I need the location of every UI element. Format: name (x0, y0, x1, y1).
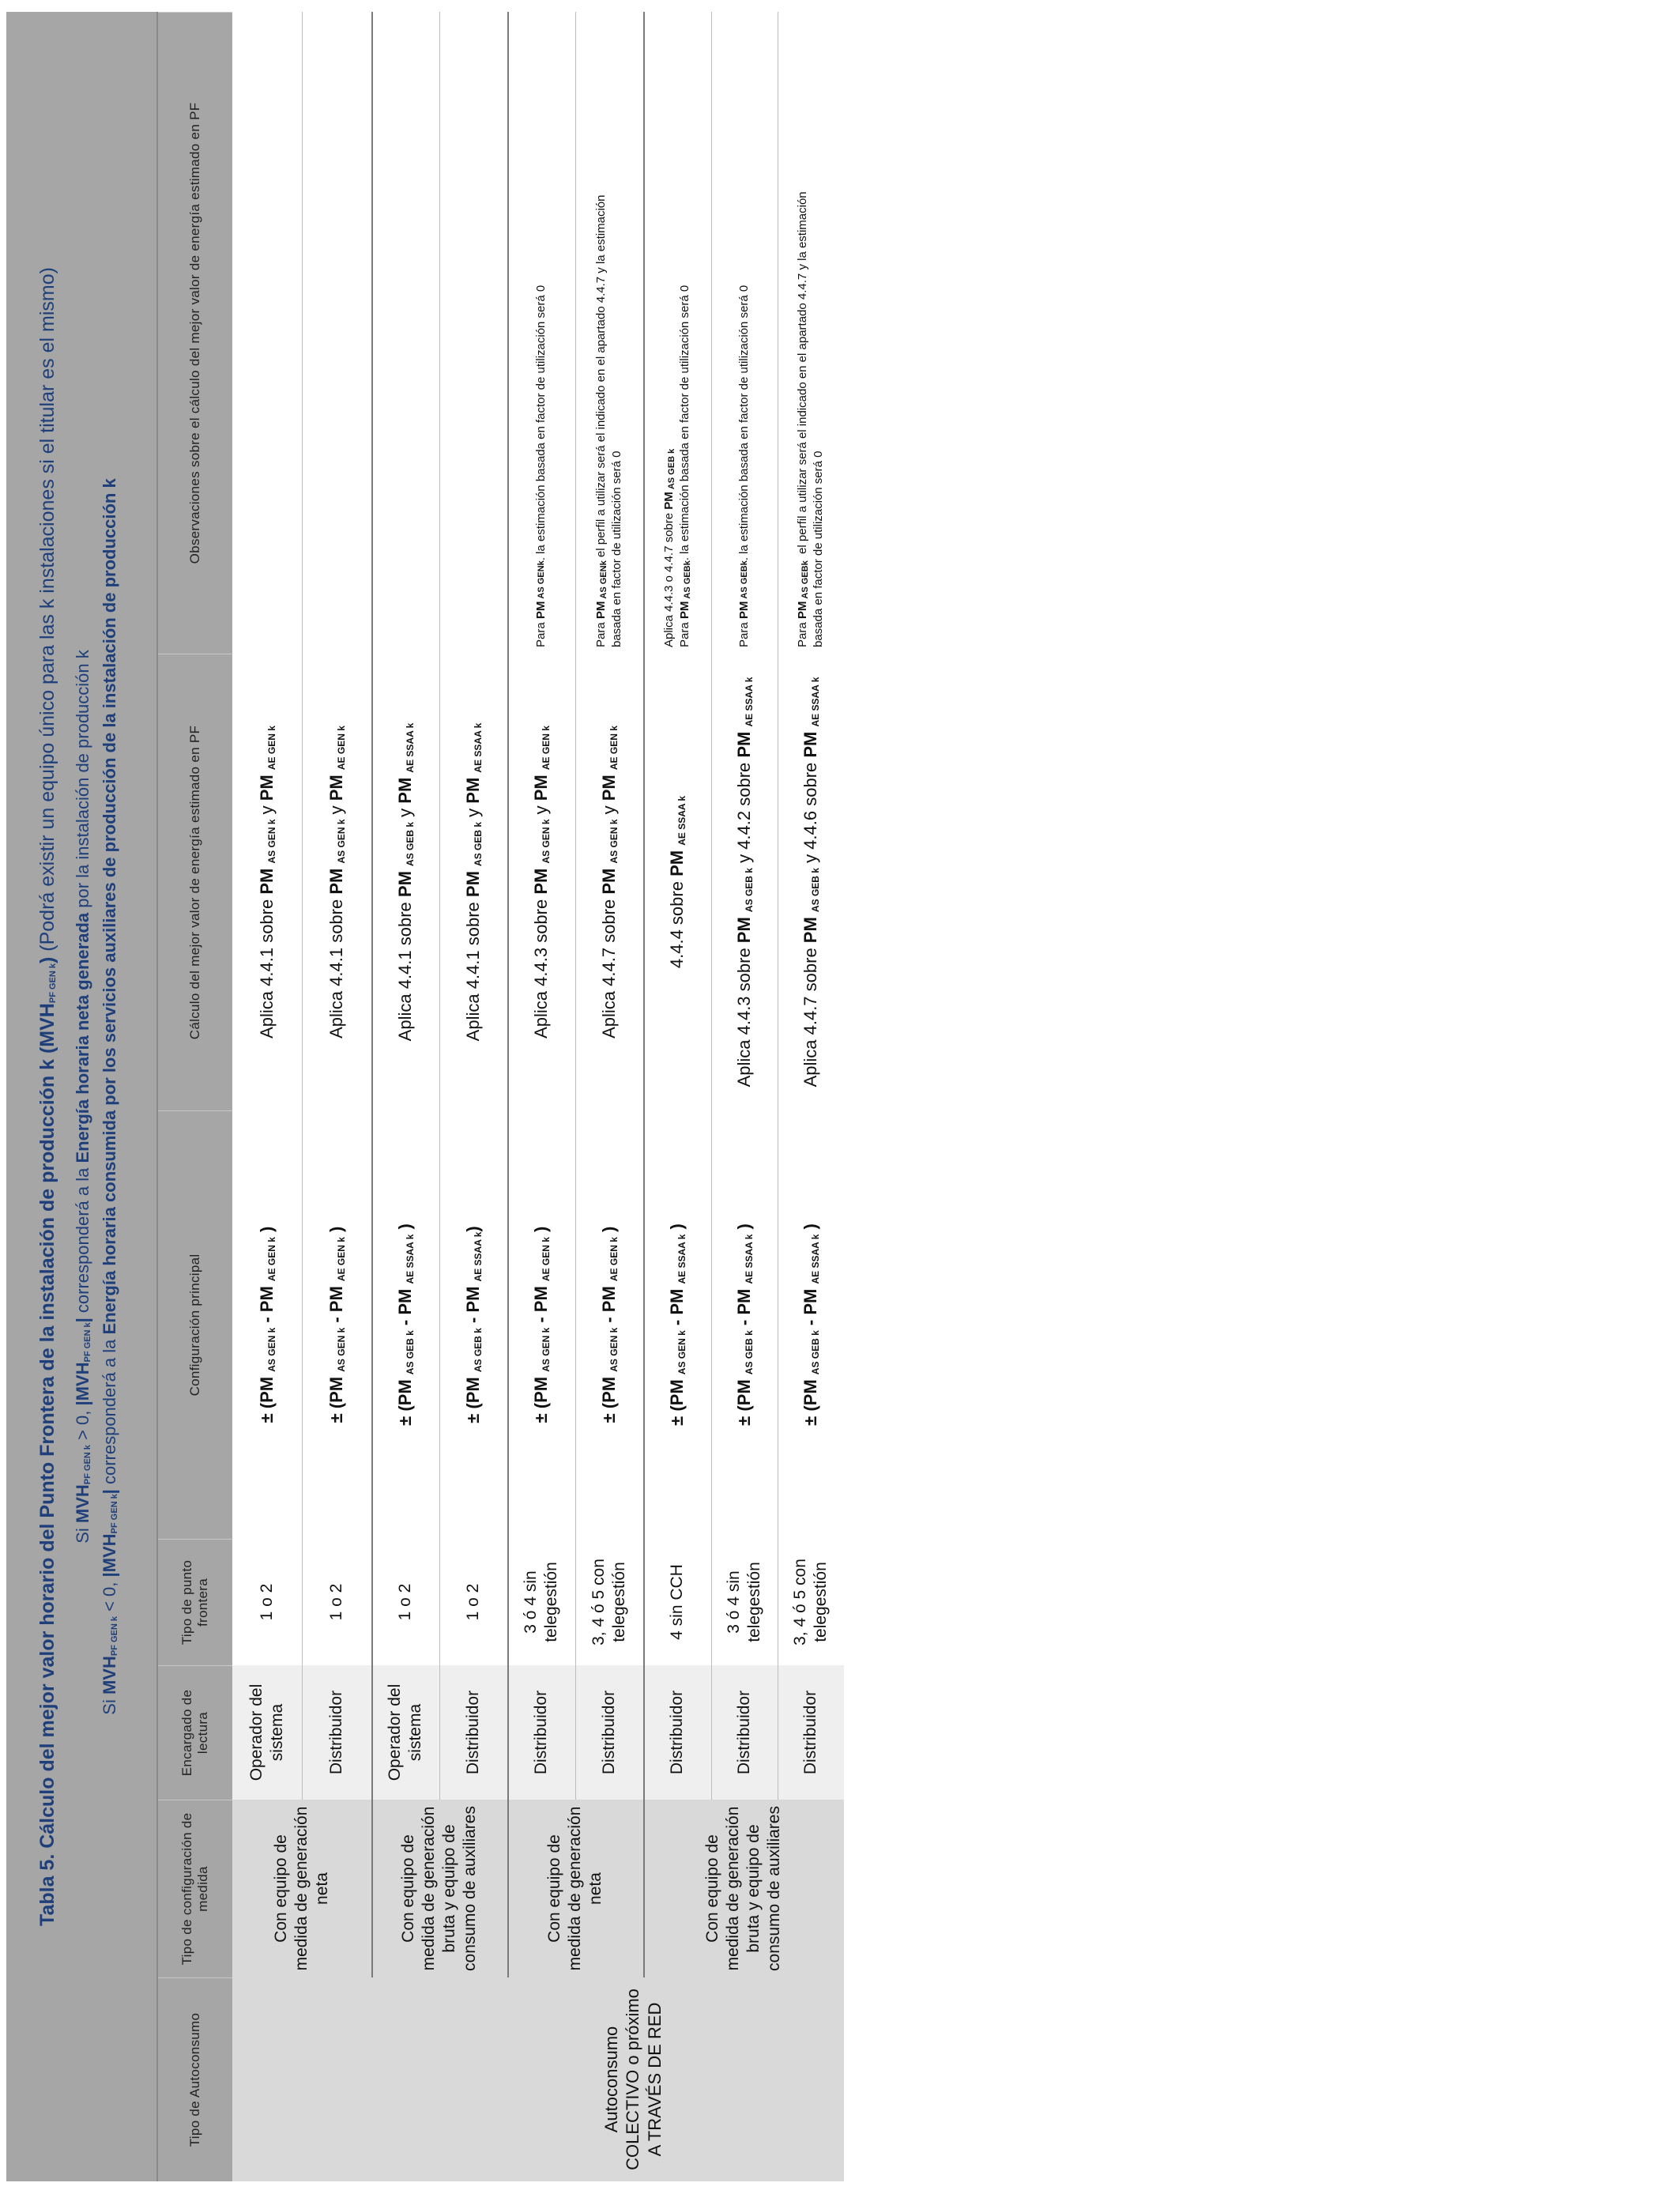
row-7-obs: Aplica 4.4.3 o 4.4.7 sobre PM AS GEB k Para PM AS GEBk. la estimación basada en factor de utilización será 0 (661, 285, 692, 647)
row-7-punto: 4 sin CCH (667, 1564, 686, 1640)
row-7-config: ± (PM $_{AS GEN k}$ - PM $_{AE SSAA k}$ ) (667, 1223, 687, 1426)
row-8-obs: Para PM AS GEBk . la estimación basada en factor de utilización será 0 (737, 285, 751, 647)
row-8-calculo: Aplica 4.4.3 sobre PM $_{AS GEB k}$ y 4.4.2 sobre PM $_{AE SSAA k}$ (734, 677, 755, 1088)
table-title: Tabla 5. Cálculo del mejor valor horario del Punto Frontera de la instalación de producción k (MVHPF GEN k) (Podrá existir un equipo único para las k instalaciones si el titular es el mismo) (36, 267, 58, 1926)
table-title-block (6, 12, 158, 2181)
row-1-calculo: Aplica 4.4.1 sobre PM $_{AS GEN k}$ y PM $_{AE GEN k}$ (257, 726, 277, 1039)
row-3-calculo: Aplica 4.4.1 sobre PM $_{AS GEB k}$ y PM $_{AE SSAA k}$ (395, 722, 416, 1042)
row-3-encargado: Operador del sistema (385, 1683, 424, 1781)
row-9-punto: 3, 4 ó 5 con telegestión (790, 1559, 830, 1646)
header-configuracion: Configuración principal (158, 1110, 232, 1539)
row-9-encargado: Distribuidor (800, 1690, 819, 1775)
row-3-config: ± (PM $_{AS GEB k}$ - PM $_{AE SSAA k}$ ) (395, 1223, 416, 1426)
row-4-encargado: Distribuidor (463, 1690, 482, 1775)
autoconsumo-label: Autoconsumo COLECTIVO o próximo A TRAVÉS DE RED (601, 1989, 665, 2170)
rotated-table-page (6, 12, 844, 2181)
header-calculo: Cálculo del mejor valor de energía estimado en PF (158, 654, 232, 1110)
row-5-punto: 3 ó 4 sin telegestión (521, 1562, 560, 1642)
row-4-config: ± (PM $_{AS GEB k}$ - PM $_{AE SSAA k}$) (463, 1226, 484, 1423)
row-4-punto: 1 o 2 (463, 1583, 482, 1621)
row-8-punto: 3 ó 4 sin telegestión (724, 1562, 763, 1642)
row-9-obs: Para PM AS GEBk el perfil a utilizar será el indicado en el apartado 4.4.7 y la estimación basada en factor de utilización será 0 (796, 191, 826, 647)
config-group-4: Con equipo de medida de generación bruta y equipo de consumo de auxiliares (703, 1806, 784, 1971)
row-7-encargado: Distribuidor (667, 1690, 686, 1775)
table-subtitle-positive: Si MVHPF GEN k > 0, |MVHPF GEN k| corresponderá a la Energía horaria neta generada por la instalación de producción k (73, 650, 92, 1544)
header-tipo-configuracion: Tipo de configuración de medida (158, 1800, 232, 1977)
row-5-obs: Para PM AS GENk . la estimación basada en factor de utilización será 0 (534, 285, 548, 647)
row-8-config: ± (PM $_{AS GEB k}$ - PM $_{AE SSAA k}$ ) (734, 1223, 755, 1426)
row-9-config: ± (PM $_{AS GEB k}$ - PM $_{AE SSAA k}$ ) (800, 1223, 821, 1426)
row-3-punto: 1 o 2 (395, 1583, 414, 1621)
row-7-calculo: 4.4.4 sobre PM $_{AE SSAA k}$ (667, 795, 687, 969)
row-1-punto: 1 o 2 (257, 1583, 276, 1621)
table-subtitle-negative: Si MVHPF GEN k < 0, |MVHPF GEN k| corresponderá a la Energía horaria consumida por los servicios auxiliares de producción de la instalación de producción k (100, 478, 119, 1715)
row-6-obs: Para PM AS GENk el perfil a utilizar será el indicado en el apartado 4.4.7 y la estimación basada en factor de utilización será 0 (594, 194, 624, 647)
row-6-calculo: Aplica 4.4.7 sobre PM $_{AS GEN k}$ y PM $_{AE GEN k}$ (599, 726, 620, 1039)
row-2-encargado: Distribuidor (326, 1690, 345, 1775)
header-tipo-autoconsumo: Tipo de Autoconsumo (158, 1977, 232, 2181)
row-9-calculo: Aplica 4.4.7 sobre PM $_{AS GEB k}$ y 4.4.6 sobre PM $_{AE SSAA k}$ (800, 677, 821, 1088)
row-5-encargado: Distribuidor (531, 1690, 550, 1775)
row-2-config: ± (PM $_{AS GEN k}$ - PM $_{AE GEN k}$ ) (326, 1226, 347, 1423)
row-4-calculo: Aplica 4.4.1 sobre PM $_{AS GEB k}$ y PM $_{AE SSAA k}$ (463, 722, 484, 1042)
header-observaciones: Observaciones sobre el cálculo del mejor valor de energía estimado en PF (158, 12, 232, 654)
row-1-encargado: Operador del sistema (247, 1683, 286, 1781)
row-5-config: ± (PM $_{AS GEN k}$ - PM $_{AE GEN k}$ ) (531, 1226, 552, 1423)
config-group-3: Con equipo de medida de generación neta (544, 1806, 605, 1971)
row-5-calculo: Aplica 4.4.3 sobre PM $_{AS GEN k}$ y PM $_{AE GEN k}$ (531, 726, 552, 1039)
config-group-1: Con equipo de medida de generación neta (271, 1806, 332, 1971)
autoconsumo-cell (232, 1977, 844, 2181)
row-6-config: ± (PM $_{AS GEN k}$ - PM $_{AE GEN k}$ ) (599, 1226, 620, 1423)
row-1-config: ± (PM $_{AS GEN k}$ - PM $_{AE GEN k}$ ) (257, 1226, 277, 1423)
row-2-punto: 1 o 2 (326, 1583, 345, 1621)
row-2-calculo: Aplica 4.4.1 sobre PM $_{AS GEN k}$ y PM $_{AE GEN k}$ (326, 726, 347, 1039)
row-6-punto: 3, 4 ó 5 con telegestión (589, 1559, 628, 1646)
header-encargado: Encargado de lectura (158, 1665, 232, 1800)
row-8-encargado: Distribuidor (734, 1690, 753, 1775)
header-tipo-punto: Tipo de punto frontera (158, 1539, 232, 1665)
config-group-2: Con equipo de medida de generación bruta y equipo de consumo de auxiliares (398, 1806, 480, 1971)
row-6-encargado: Distribuidor (599, 1690, 618, 1775)
